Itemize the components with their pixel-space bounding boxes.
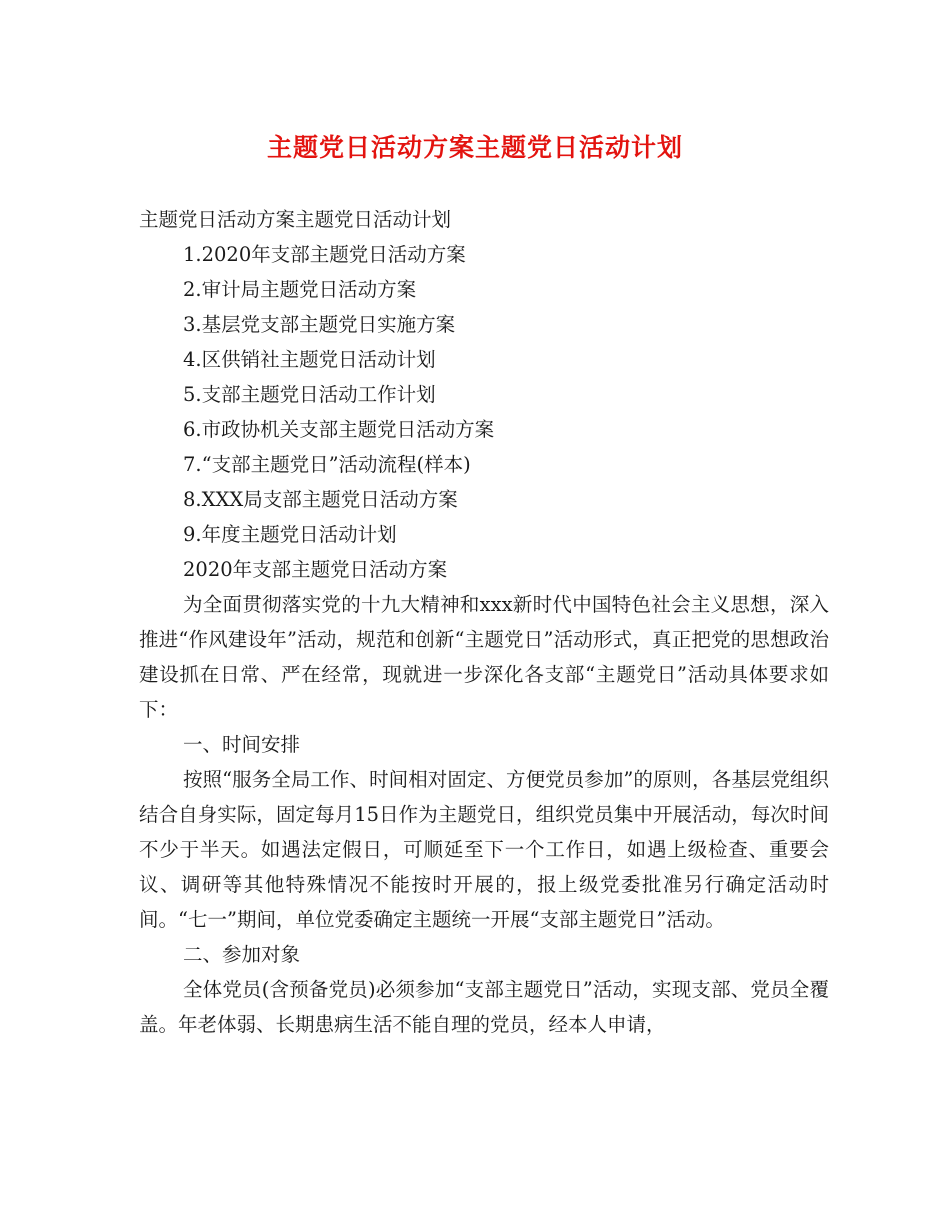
section-body-time: 按照“服务全局工作、时间相对固定、方便党员参加”的原则，各基层党组织结合自身实际，固定每月15日作为主题党日，组织党员集中开展活动，每次时间不少于半天。如遇法定假日，可顺延至下一个工作日，如遇上级检查、重要会议、调研等其他特殊情况不能按时开展的，报上级党委批准另行确定活动时间。“七一”期间，单位党委确定主题统一开展“支部主题党日”活动。 xyxy=(139,768,829,931)
toc-item: 6.市政协机关支部主题党日活动方案 xyxy=(183,418,495,441)
intro-paragraph: 为全面贯彻落实党的十九大精神和xxx新时代中国特色社会主义思想，深入推进“作风建设年”活动，规范和创新“主题党日”活动形式，真正把党的思想政治建设抓在日常、严在经常，现就进一步深化各支部“主题党日”活动具体要求如下： xyxy=(139,593,829,721)
section-body-participants: 全体党员(含预备党员)必须参加“支部主题党日”活动，实现支部、党员全覆盖。年老体弱、长期患病生活不能自理的党员，经本人申请， xyxy=(139,978,829,1036)
section-heading-time: 一、时间安排 xyxy=(183,733,301,756)
toc-item: 4.区供销社主题党日活动计划 xyxy=(183,348,436,371)
toc-item: 5.支部主题党日活动工作计划 xyxy=(183,383,436,406)
toc-item: 3.基层党支部主题党日实施方案 xyxy=(183,313,456,336)
document-body xyxy=(139,202,829,1042)
section-heading-participants: 二、参加对象 xyxy=(183,943,301,966)
toc-item: 9.年度主题党日活动计划 xyxy=(183,523,397,546)
document-title: 主题党日活动方案主题党日活动计划 xyxy=(266,133,683,162)
toc-item: 8.XXX局支部主题党日活动方案 xyxy=(183,488,458,511)
toc-item: 1.2020年支部主题党日活动方案 xyxy=(183,243,466,266)
section-title: 2020年支部主题党日活动方案 xyxy=(183,558,448,581)
toc-item: 2.审计局主题党日活动方案 xyxy=(183,278,417,301)
toc-item: 7.“支部主题党日”活动流程(样本) xyxy=(183,453,471,476)
document-heading: 主题党日活动方案主题党日活动计划 xyxy=(139,208,452,231)
